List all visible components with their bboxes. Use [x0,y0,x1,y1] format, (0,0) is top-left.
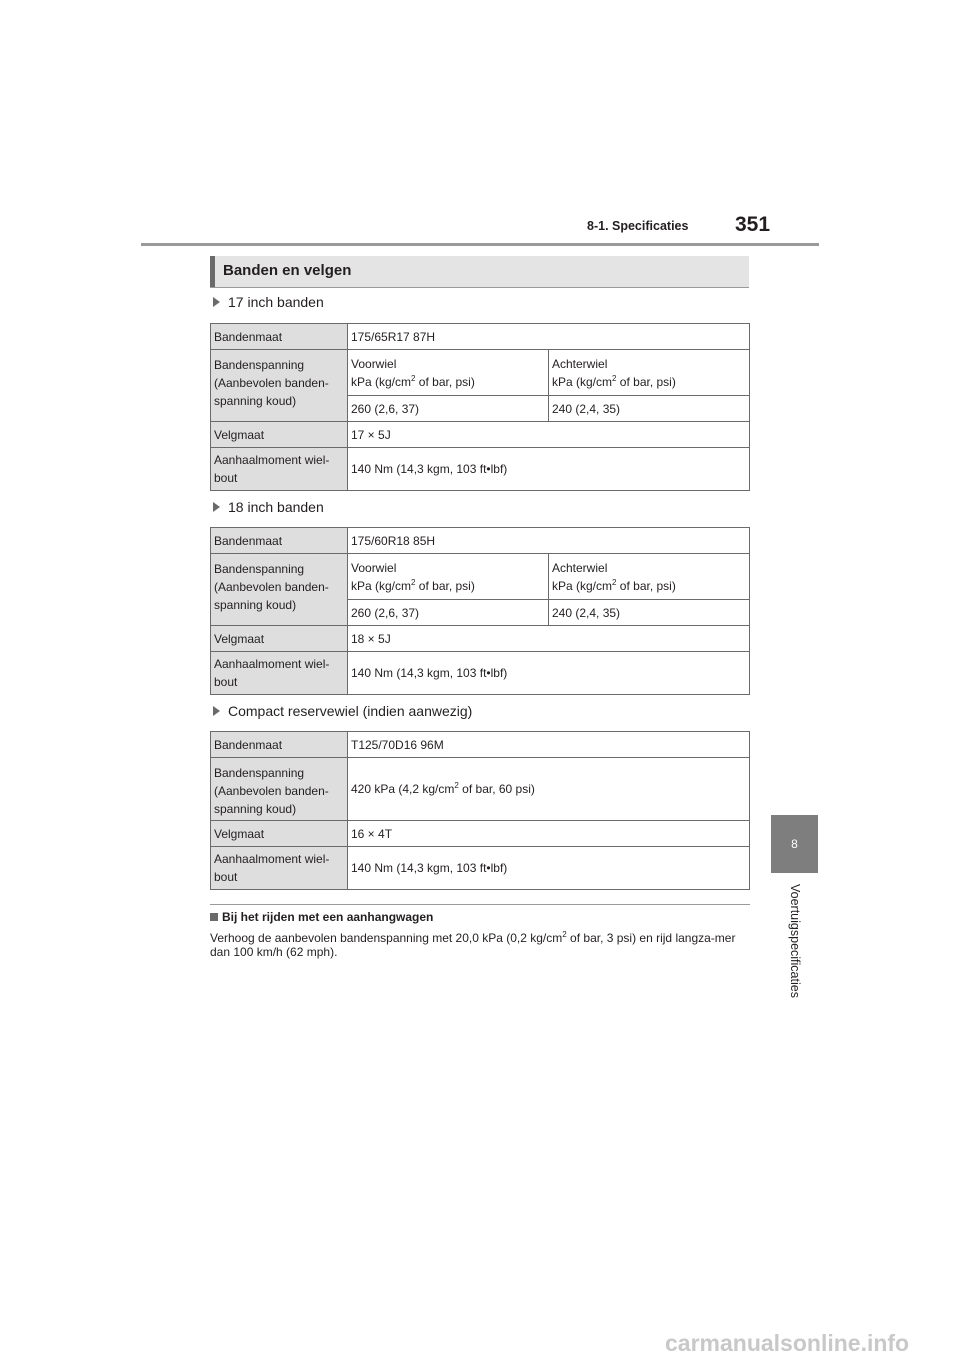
note-rule [210,904,750,905]
value-achterwiel: 240 (2,4, 35) [549,396,750,422]
chapter-label: Voertuigspecificaties [788,884,802,998]
table-row [211,528,750,554]
section-title-bar [210,256,215,287]
note-title: Bij het rijden met een aanhangwagen [210,910,433,924]
value-velgmaat: 17 × 5J [348,422,750,448]
label-aanhaalmoment: Aanhaalmoment wiel-bout [211,652,348,695]
unit-text: kPa ($kg/cm^2$ of bar, psi) [552,577,676,593]
label-aanhaalmoment: Aanhaalmoment wiel-bout [211,847,348,890]
value-voorwiel: 260 (2,6, 37) [348,600,549,626]
label-bandenmaat: Bandenmaat [211,732,348,758]
header-achterwiel: Achterwiel kPa ($kg/cm^2$ of bar, psi) [549,350,750,396]
section-header: 8-1. Specificaties [587,219,689,233]
table-row [211,626,750,652]
page-number: 351 [735,213,771,236]
section-title: Banden en velgen [223,262,352,279]
value-aanhaalmoment: 140 Nm (14,3 kgm, 103 ft•lbf) [348,847,750,890]
value-velgmaat: 18 × 5J [348,626,750,652]
value-velgmaat: 16 × 4T [348,821,750,847]
subtitle-compact-spare: Compact reservewiel (indien aanwezig) [213,703,472,719]
table-row [211,448,750,491]
value-bandenspanning: 420 kPa (4,2 $kg/cm^2$ of bar, 60 psi) [348,758,750,821]
header-voorwiel: Voorwiel kPa ($kg/cm^2$ of bar, psi) [348,350,549,396]
spec-table-compact-spare [210,731,750,890]
value-bandenmaat: 175/60R18 85H [348,528,750,554]
note-body: Verhoog de aanbevolen bandenspanning met 20,0 kPa (0,2 $kg/cm^2$ of bar, 3 psi) en rijd langza-mer dan 100 km/h (62 mph). [210,930,736,959]
table-row [211,652,750,695]
label-bandenspanning: Bandenspanning (Aanbevolen banden-spanning koud) [211,350,348,422]
label-bandenspanning: Bandenspanning (Aanbevolen banden-spanning koud) [211,554,348,626]
arrow-right-icon [213,706,220,716]
value-bandenmaat: T125/70D16 96M [348,732,750,758]
header-rule [141,243,819,246]
unit-text: kPa ($kg/cm^2$ of bar, psi) [552,373,676,389]
unit-text: kPa ($kg/cm^2$ of bar, psi) [351,577,475,593]
label-velgmaat: Velgmaat [211,626,348,652]
arrow-right-icon [213,502,220,512]
label-velgmaat: Velgmaat [211,422,348,448]
subtitle-17-inch: 17 inch banden [213,294,324,310]
watermark: carmanualsonline.info [665,1330,910,1356]
table-row [211,422,750,448]
label-velgmaat: Velgmaat [211,821,348,847]
table-row [211,732,750,758]
header-achterwiel: Achterwiel kPa ($kg/cm^2$ of bar, psi) [549,554,750,600]
table-row [211,554,750,600]
table-row [211,847,750,890]
chapter-tab [771,815,818,873]
chapter-number: 8 [791,837,798,851]
label-bandenmaat: Bandenmaat [211,324,348,350]
table-row [211,350,750,396]
arrow-right-icon [213,297,220,307]
spec-table-18-inch [210,527,750,695]
value-aanhaalmoment: 140 Nm (14,3 kgm, 103 ft•lbf) [348,652,750,695]
subtitle-18-inch: 18 inch banden [213,499,324,515]
value-aanhaalmoment: 140 Nm (14,3 kgm, 103 ft•lbf) [348,448,750,491]
label-bandenspanning: Bandenspanning (Aanbevolen banden-spanning koud) [211,758,348,821]
section-title-box [210,256,749,288]
table-row [211,324,750,350]
table-row [211,758,750,821]
unit-text: kPa ($kg/cm^2$ of bar, psi) [351,373,475,389]
table-row [211,821,750,847]
label-aanhaalmoment: Aanhaalmoment wiel-bout [211,448,348,491]
spec-table-17-inch [210,323,750,491]
value-voorwiel: 260 (2,6, 37) [348,396,549,422]
header-voorwiel: Voorwiel kPa ($kg/cm^2$ of bar, psi) [348,554,549,600]
value-achterwiel: 240 (2,4, 35) [549,600,750,626]
label-bandenmaat: Bandenmaat [211,528,348,554]
value-bandenmaat: 175/65R17 87H [348,324,750,350]
square-bullet-icon [210,913,218,921]
